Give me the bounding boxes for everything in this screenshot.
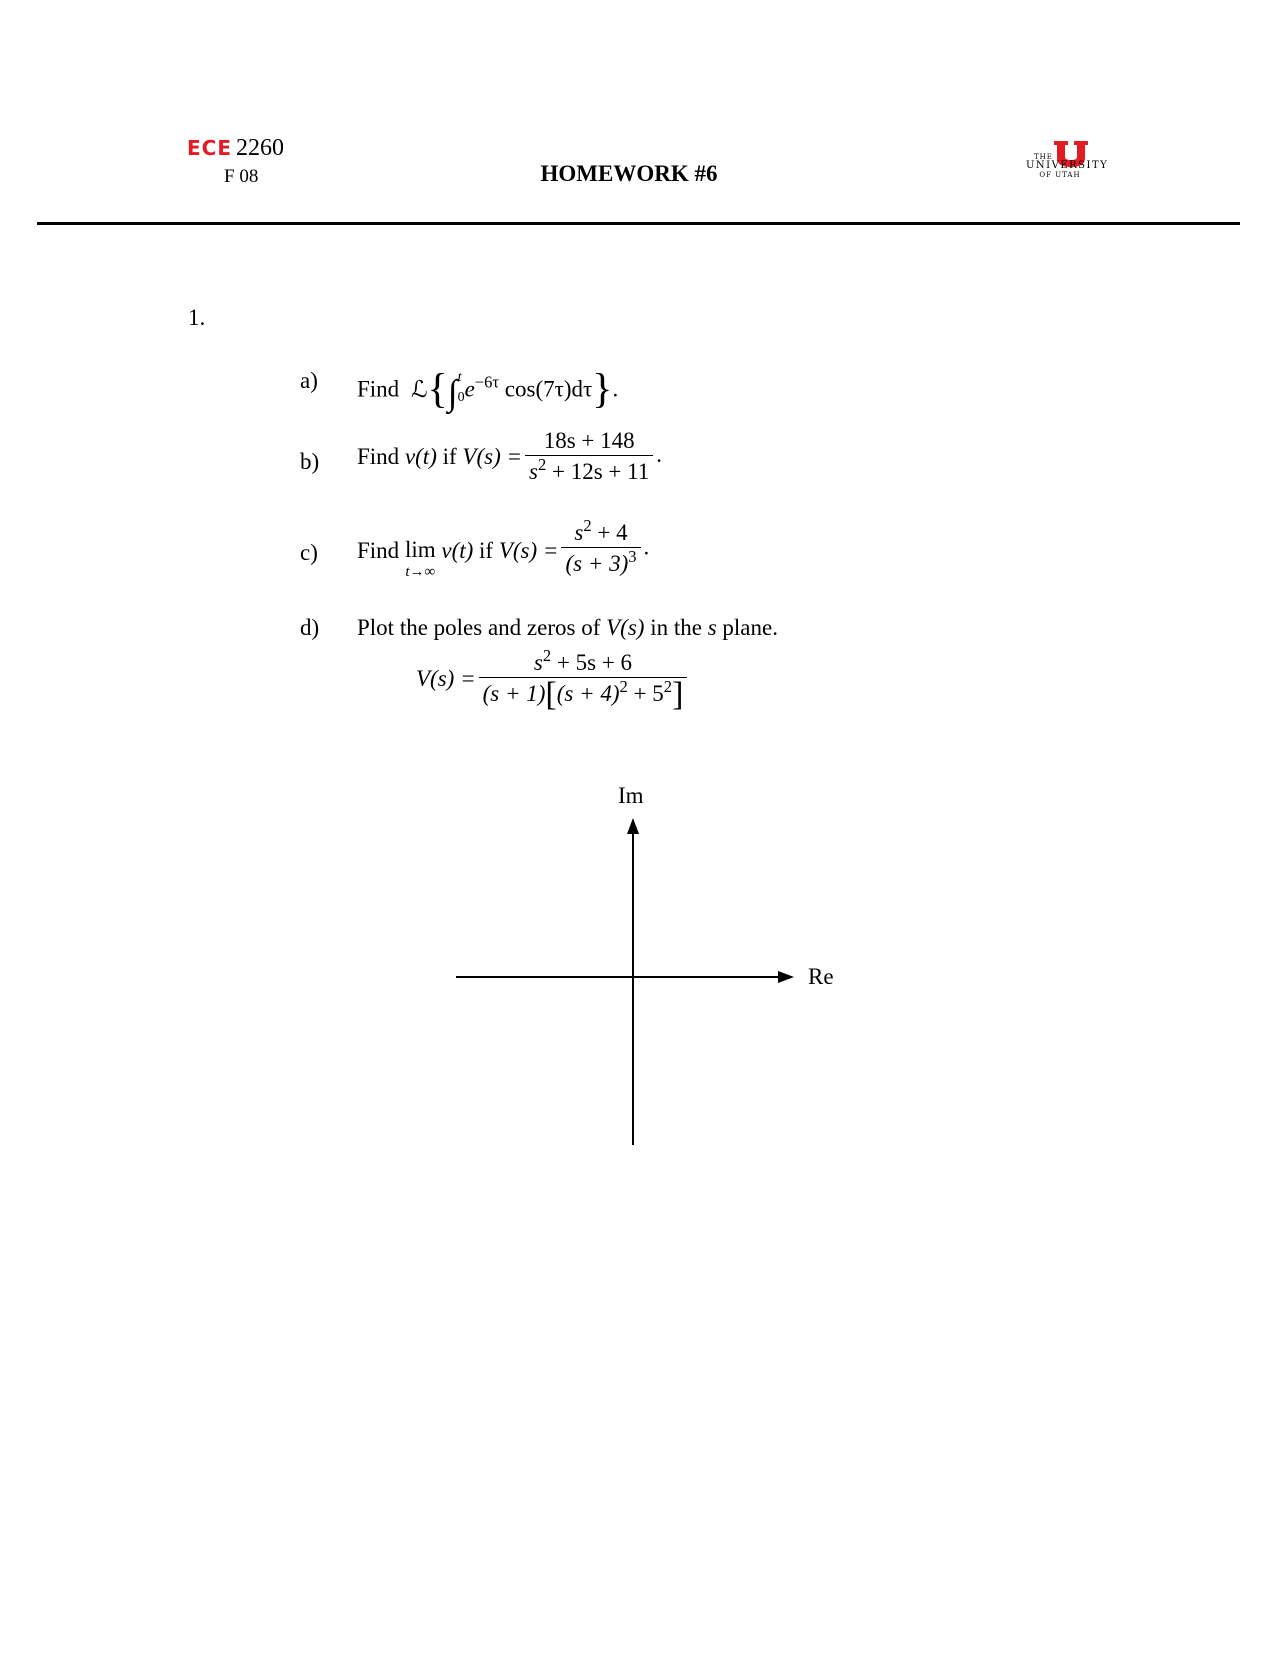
left-brace: { bbox=[427, 366, 448, 413]
term: F 08 bbox=[224, 166, 259, 187]
laplace-operator: ℒ bbox=[410, 376, 428, 402]
part-a-label: a) bbox=[300, 368, 318, 393]
integral-sign: ∫ bbox=[447, 372, 458, 413]
fraction: $\frac{18s + 148}{s^2 + 12s + 11}$ bbox=[525, 428, 653, 486]
limit: lim t→∞ bbox=[404, 537, 436, 580]
part-b-label: b) bbox=[300, 449, 320, 474]
problem-number: 1. bbox=[188, 305, 206, 330]
part-a-expression: Find ℒ{∫ t 0 $e^{-6\tau}$ cos(7τ)dτ}. bbox=[357, 366, 619, 413]
re-axis-label: Re bbox=[808, 964, 834, 989]
page-title: HOMEWORK #6 bbox=[540, 161, 718, 186]
part-b-expression: Find v(t) if V(s) = $\frac{18s + 148}{s^2 + 12s + 11}$ . bbox=[357, 428, 663, 485]
part-d-expression: V(s) = $\frac{s^2 + 5s + 6}{(s + 1)[(s + 4)^2 + 5^2]}$ bbox=[416, 650, 690, 708]
part-d-text: Plot the poles and zeros of V(s) in the s plane. bbox=[357, 615, 778, 640]
part-c-expression: Find lim t→∞ v(t) if V(s) = $\frac{s^2 + 4}{(s + 3)^3}$ . bbox=[357, 515, 650, 580]
university-line1: THE bbox=[1034, 153, 1053, 161]
im-arrow-icon bbox=[627, 818, 639, 834]
part-c-label: c) bbox=[300, 540, 318, 565]
integral-limits: t 0 bbox=[457, 370, 465, 405]
part-d-label: d) bbox=[300, 615, 320, 640]
right-brace: } bbox=[592, 366, 613, 413]
fraction: $\frac{s^2 + 4}{(s + 3)^3}$ bbox=[561, 520, 640, 578]
course-number: 2260 bbox=[236, 135, 285, 161]
university-line3: OF UTAH bbox=[1039, 171, 1081, 179]
university-line2: UNIVERSITY bbox=[1026, 160, 1109, 171]
re-arrow-icon bbox=[778, 971, 794, 983]
ece-logo: ECE bbox=[187, 136, 233, 160]
im-axis-label: Im bbox=[618, 783, 644, 808]
fraction: $\frac{s^2 + 5s + 6}{(s + 1)[(s + 4)^2 + 5^2]}$ bbox=[479, 650, 688, 708]
